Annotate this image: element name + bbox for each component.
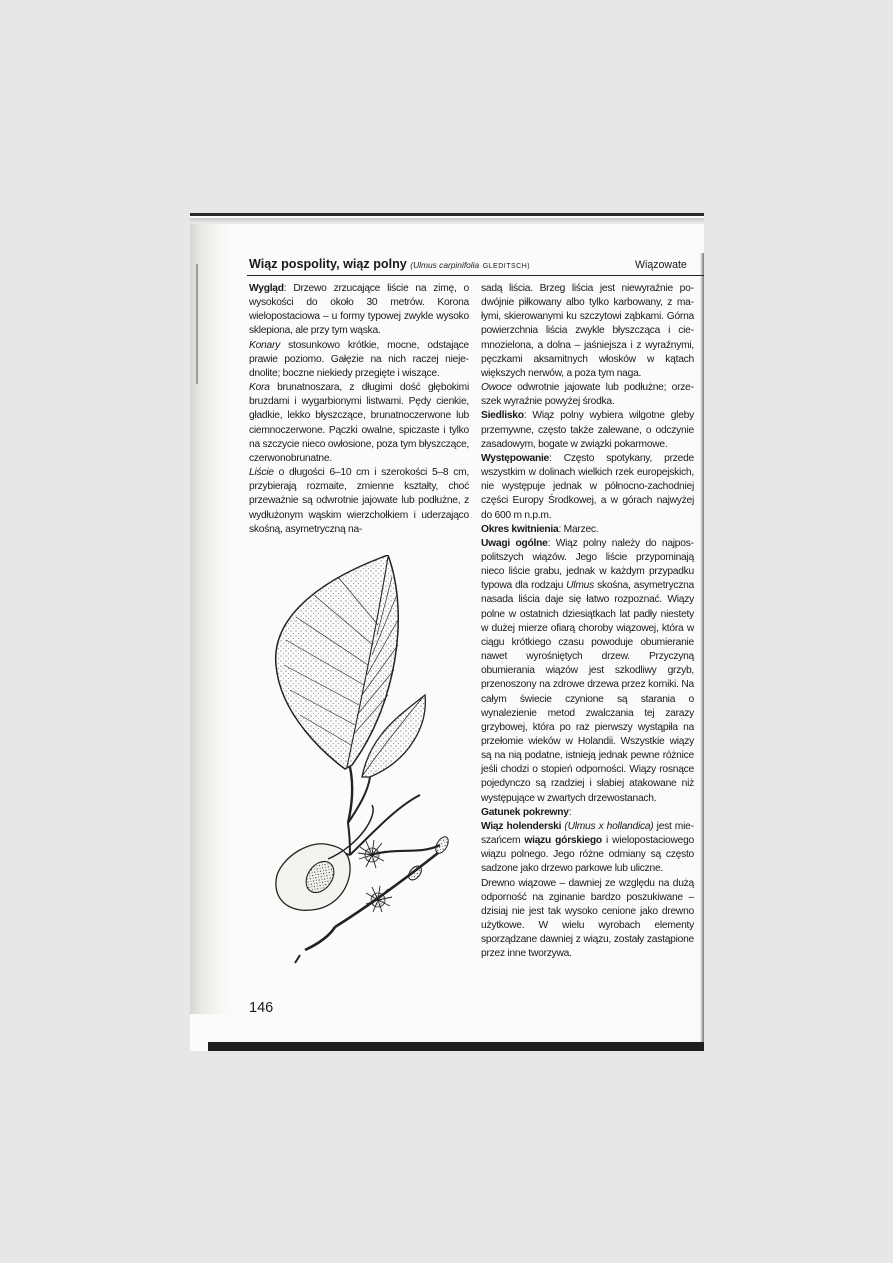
paragraph-fruit <box>481 381 694 409</box>
text-wood: Drewno wiązowe – dawniej ze względu na dużą odporność na zginanie bardzo poszukiwane – dzisiaj nie jest tak wysoko cenione jako drewno użytkowe. W wielu wyrobach elementy sporządzane dawniej z wiązu, zostały zastąpione przez inne tworzywa. <box>481 877 694 960</box>
label-habitat: Siedlisko <box>481 410 524 422</box>
page-number: 146 <box>249 1000 274 1016</box>
gutter-line <box>196 264 198 384</box>
label-flowering: Okres kwitnienia <box>481 523 559 535</box>
text-dutch-elm-b: i wielopostaciowego wiązu polnego. Jego różne odmiany są często sadzone jako drzewo parkowe lub uliczne. <box>481 835 694 875</box>
text-flowering: : Marzec. <box>558 523 599 535</box>
header-rule <box>247 275 704 276</box>
dutch-elm-latin: (Ulmus x hollandica) <box>561 820 654 832</box>
label-related: Gatunek pokrewny <box>481 806 569 818</box>
top-border-rule <box>190 213 704 224</box>
text-dutch-elm-a: jest mieszańcem <box>481 820 694 847</box>
latin-name: (Ulmus carpinifolia <box>410 260 480 270</box>
left-text-column <box>249 282 469 537</box>
bottom-border-rule <box>208 1042 704 1051</box>
text-branches: stosunkowo krótkie, mocne, odstające prawie poziomo. Gałęzie na nich raczej niejednolite; boczne niekiedy przegięte i wiszące. <box>249 339 469 379</box>
paragraph-appearance <box>249 282 469 339</box>
wych-elm-name: wiązu górskiego <box>524 835 602 847</box>
paragraph-dutch-elm <box>481 820 694 877</box>
label-branches: Konary <box>249 339 280 351</box>
label-remarks: Uwagi ogólne <box>481 537 548 549</box>
family-label: Wiązowate <box>635 259 687 271</box>
paragraph-related <box>481 806 694 820</box>
text-appearance: : Drzewo zrzucające liście na zimę, o wysokości do około 30 metrów. Korona wielopostaciowa – u formy typowej zwykle wysoko sklepiona, ale przy tym wąska. <box>249 283 469 337</box>
text-remarks-b: skośna, asymetryczna nasada liścia daje się łatwo rozpoznać. Wiązy polne w ostatnich dziesiątkach lat padły niestety w dużej mierze ofiarą choroby wiązowej, która w ciągu krótkiego czasu powoduje obumieranie nawet wyrośniętych drzew. Przyczyną obumierania wiązów jest szkodliwy grzyb, przenoszony na zdrowe drzewa przez korniki. Na całym świecie czynione są starania o wynalezienie metod zwalczania tej zarazy grzybowej, która po raz pierwszy wystąpiła na przełomie wieków w Holandii. Wszystkie wiązy są na nią podatne, istnieją jednak pewne różnice jeśli chodzi o stopień odporności. Wiązy rosnące pojedynczo są rzadziej i słabiej atakowane niż występujące w zwartych drzewostanach. <box>481 580 694 804</box>
paragraph-habitat <box>481 409 694 451</box>
author-name: GLEDITSCH) <box>482 263 531 270</box>
page-gutter-shadow <box>190 224 232 1014</box>
label-bark: Kora <box>249 382 270 394</box>
label-leaves: Liście <box>249 467 274 479</box>
paragraph-leaf-cont <box>481 282 694 381</box>
paragraph-flowering <box>481 523 694 537</box>
page-title <box>249 257 530 271</box>
text-related: : <box>568 806 572 818</box>
label-fruit: Owoce <box>481 382 512 394</box>
text-leaf-cont: sadą liścia. Brzeg liścia jest niewyraźnie podwójnie piłkowany albo tylko karbowany, z małymi, skierowanymi ku szczytowi ząbkami. Górna powierzchnia liścia zwykle błyszcząca i ciemnozielona, a dolna – jaśniejsza i z wyraźnymi, pęczkami aksamitnych włosków w kątach większych nerwów, a poza tym naga. <box>481 283 694 379</box>
paragraph-remarks <box>481 537 694 806</box>
text-bark: brunatnoszara, z długimi dość głębokimi bruzdami i wygarbionymi listwami. Pędy cienkie, gładkie, lekko błyszczące, brunatnoczerwone lub ciemnoczerwone. Pączki owalne, spiczaste i tylko na szczycie nieco owłosione, poza tym błyszczące, czerwonobrunatne. <box>249 382 469 464</box>
label-appearance: Wygląd <box>249 283 284 294</box>
paragraph-leaves <box>249 466 469 537</box>
right-text-column <box>481 282 694 962</box>
text-leaves: o długości 6–10 cm i szerokości 5–8 cm, przybierają rozmaite, zmienne kształty, choć przeważnie są odwrotnie jajowate lub podłużne, z wydłużonym wąskim wierzchołkiem i uderzająco skośną, asymetryczną na- <box>249 467 469 535</box>
label-occurrence: Występowanie <box>481 452 550 464</box>
book-page <box>190 213 704 1051</box>
text-fruit: odwrotnie jajowate lub podłużne; orzeszek wyraźnie powyżej środka. <box>481 382 694 408</box>
paragraph-occurrence <box>481 452 694 523</box>
text-remarks-a: : Wiąz polny należy do najpospolitszych wiązów. Jego liście przypominają nieco liście grabu, jednak w każdym przypadku typowa dla rodzaju <box>481 537 694 592</box>
dutch-elm-name: Wiąz holenderski <box>481 820 562 832</box>
title-text: Wiąz pospolity, wiąz polny <box>249 257 407 271</box>
text-habitat: : Wiąz polny wybiera wilgotne gleby przemywne, często także zalewane, o odczynie zasadowym, bogate w związki pokarmowe. <box>481 410 694 450</box>
text-occurrence: : Często spotykany, przede wszystkim w dolinach wielkich rzek europejskich, nie występuje jednak w północno-zachodniej części Europy Środkowej, a w górach najwyżej do 600 m n.p.m. <box>481 452 694 521</box>
genus-name: Ulmus <box>566 580 594 592</box>
right-edge-shadow <box>700 253 704 1043</box>
elm-leaf-illustration <box>260 555 456 985</box>
paragraph-bark <box>249 381 469 466</box>
paragraph-branches <box>249 339 469 381</box>
paragraph-wood <box>481 877 694 962</box>
